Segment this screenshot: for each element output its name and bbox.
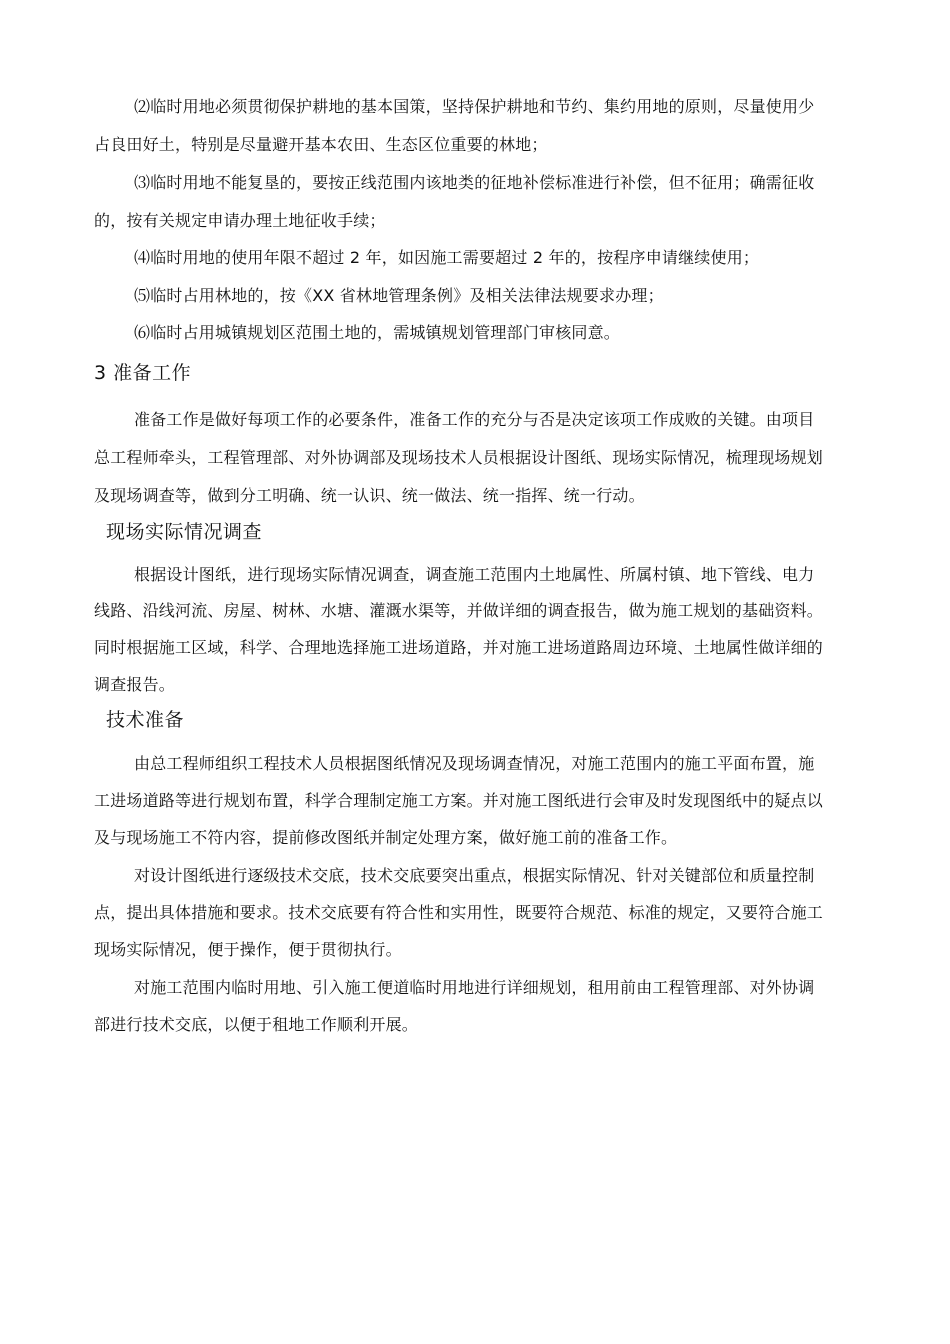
technical-prep-paragraph-1-line-1: 由总工程师组织工程技术人员根据图纸情况及现场调查情况，对施工范围内的施工平面布置，施 (134, 754, 815, 773)
list-item-2-line-1: ⑵临时用地必须贯彻保护耕地的基本国策，坚持保护耕地和节约、集约用地的原则，尽量使用少 (134, 97, 815, 116)
technical-prep-paragraph-3-line-2: 部进行技术交底，以便于租地工作顺利开展。 (94, 1015, 419, 1034)
technical-prep-paragraph-2-line-1: 对设计图纸进行逐级技术交底，技术交底要突出重点，根据实际情况、针对关键部位和质量控制 (134, 866, 815, 885)
technical-prep-paragraph-3-line-1: 对施工范围内临时用地、引入施工便道临时用地进行详细规划，租用前由工程管理部、对外协调 (134, 978, 815, 997)
technical-prep-paragraph-2-line-3: 现场实际情况，便于操作，便于贯彻执行。 (94, 940, 402, 959)
technical-prep-paragraph-1-line-3: 及与现场施工不符内容，提前修改图纸并制定处理方案，做好施工前的准备工作。 (94, 828, 678, 847)
list-item-6-line-1: ⑹临时占用城镇规划区范围土地的，需城镇规划管理部门审核同意。 (134, 323, 621, 342)
section-intro-line-3: 及现场调查等，做到分工明确、统一认识、统一做法、统一指挥、统一行动。 (94, 486, 645, 505)
list-item-3-line-2: 的，按有关规定申请办理土地征收手续； (94, 211, 386, 230)
site-survey-paragraph-line-2: 线路、沿线河流、房屋、树林、水塘、灌溉水渠等，并做详细的调查报告，做为施工规划的基础资料。 (94, 601, 824, 620)
list-item-2-line-2: 占良田好土，特别是尽量避开基本农田、生态区位重要的林地； (94, 135, 548, 154)
section-heading: 3 准备工作 (94, 362, 192, 384)
list-item-5-line-1: ⑸临时占用林地的，按《XX 省林地管理条例》及相关法律法规要求办理； (134, 286, 664, 305)
section-intro-line-2: 总工程师牵头，工程管理部、对外协调部及现场技术人员根据设计图纸、现场实际情况，梳理现场规划 (94, 448, 824, 467)
technical-prep-paragraph-1-line-2: 工进场道路等进行规划布置，科学合理制定施工方案。并对施工图纸进行会审及时发现图纸中的疑点以 (94, 791, 824, 810)
subsection-heading-site-survey: 现场实际情况调查 (106, 521, 263, 543)
list-item-4-line-1: ⑷临时用地的使用年限不超过 2 年，如因施工需要超过 2 年的，按程序申请继续使用； (134, 248, 760, 267)
section-intro-line-1: 准备工作是做好每项工作的必要条件，准备工作的充分与否是决定该项工作成败的关键。由项目 (134, 410, 815, 429)
list-item-3-line-1: ⑶临时用地不能复垦的，要按正线范围内该地类的征地补偿标准进行补偿，但不征用；确需征收 (134, 173, 815, 192)
site-survey-paragraph-line-3: 同时根据施工区域，科学、合理地选择施工进场道路，并对施工进场道路周边环境、土地属性做详细的 (94, 638, 824, 657)
technical-prep-paragraph-2-line-2: 点，提出具体措施和要求。技术交底要有符合性和实用性，既要符合规范、标准的规定，又要符合施工 (94, 903, 824, 922)
site-survey-paragraph-line-1: 根据设计图纸，进行现场实际情况调查，调查施工范围内土地属性、所属村镇、地下管线、电力 (134, 565, 815, 584)
site-survey-paragraph-line-4: 调查报告。 (94, 675, 176, 694)
subsection-heading-technical-prep: 技术准备 (106, 709, 185, 731)
